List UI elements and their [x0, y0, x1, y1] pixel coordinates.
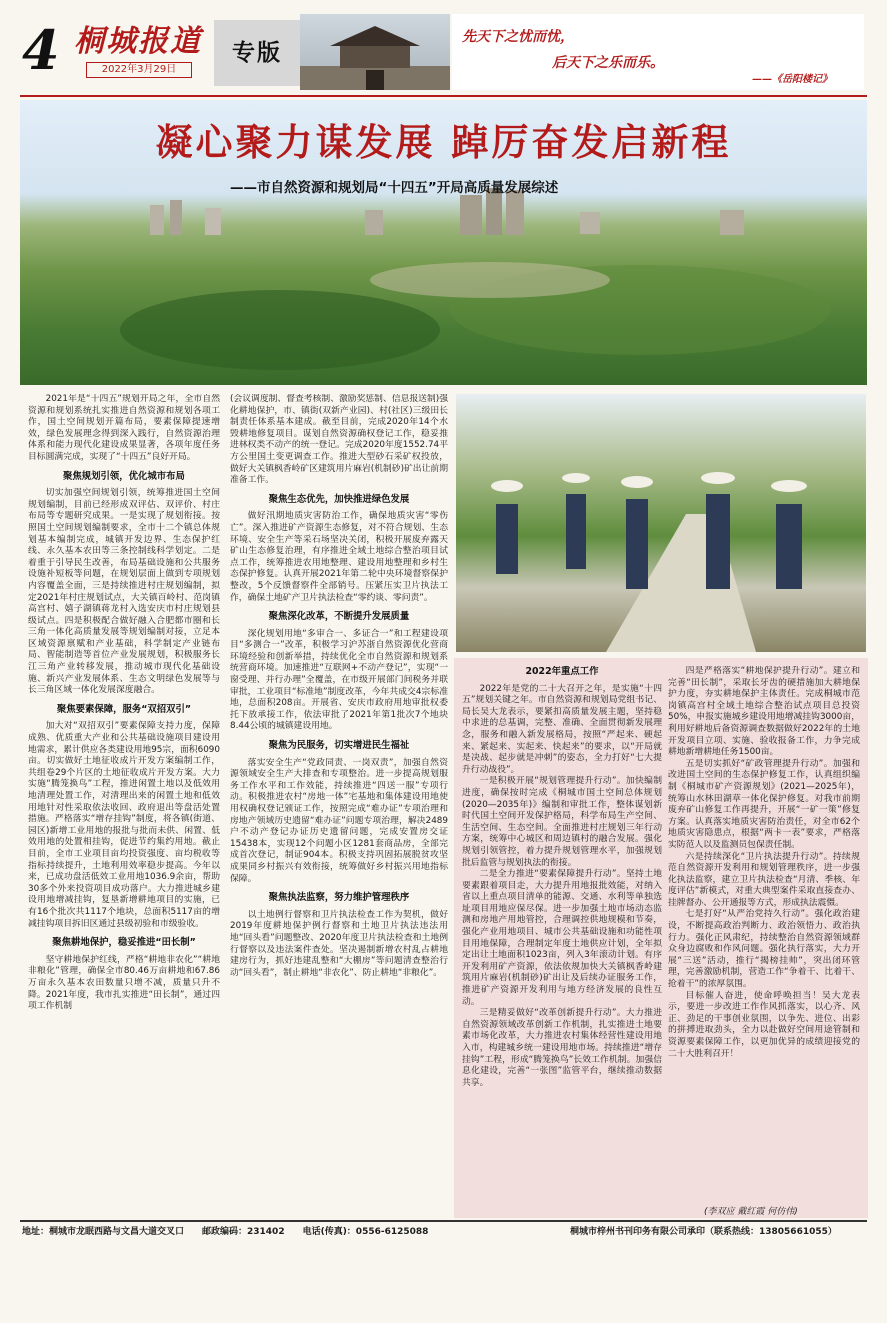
article-paragraph: 深化规划用地“多审合一、多证合一”和工程建设项目“多测合一”改革，积极学习沪苏浙自然资源优化营商环境经验和创新举措，持续优化全市自然资源和规划系统营商环境。加速推进“互联网+不动产登记”，实现“一窗受理、并行办理”全覆盖，在市级开展部门间税务并联审批，工业项目“标准地”制度改革，今年共成交4宗标准地，总面积208亩。开展省、安庆市政府用地审批权委托下放承接工作，依法审批了2021年第1批次7个地块8.44公顷的城镇建设用地。 [230, 628, 448, 732]
section-heading: 聚焦耕地保护，稳妥推进“田长制” [52, 937, 196, 949]
section-heading: 聚焦深化改革，不断提升发展质量 [268, 611, 410, 623]
article-paragraph: 七是打好“从严治党持久行动”。强化政治建设，不断提高政治判断力、政治领悟力、政治执行力。强化正风肃纪，持续整治自然资源领域群众身边腐败和作风问题。强化执行落实，大力开展“三送”活动，推行“揭榜挂帅”，突出闭环管理，完善激励机制，营造工作“争着干、比着干、抢着干”的浓厚氛围。 [668, 909, 860, 990]
key-work-column-2 [668, 666, 860, 1216]
article-paragraph: 坚守耕地保护红线，严格“耕地非农化”“耕地非粮化”管理，确保全市80.46万亩耕地和67.86万亩永久基本农田数量只增不减，质量只升不降。2021年度，我市扎实推进“田长制”，通过四项工作机制 [28, 954, 220, 1012]
article-paragraph: (会议调度制、督查考核制、激励奖惩制、信息报送制)强化耕地保护，市、镇街(双新产业园)、村(社区)三级田长制责任体系基本建成。截至目前，完成2020年14个水毁耕地修复项目。谋划自然资源确权登记工作，稳妥推进林权类不动产的统一登记。完成2020年度1552.74平方公里国土变更调查工作。推进大型砂石采矿权投放，做好大关镇枫香岭矿区建筑用片麻岩(机制砂)矿出让前期准备工作。 [230, 394, 448, 486]
key-work-column-1 [462, 666, 662, 1211]
city-gate-image [300, 14, 450, 90]
article-paragraph: 六是持续深化“卫片执法提升行动”。持续规范自然资源开发利用和规划管理秩序，进一步强化执法监察，建立卫片执法检查“月清、季核、年度评估”新模式，对重大典型案件采取直接查办、挂牌督办、公开通报等方式，形成执法震慑。 [668, 851, 860, 908]
inspection-photo [456, 394, 866, 652]
article-paragraph: 四是严格落实“耕地保护提升行动”。建立和完善“田长制”，采取长牙齿的硬措施加大耕地保护力度，夯实耕地保护主体责任。完成桐城市范岗镇高宫村全域土地综合整治试点项目总投资50%，申报实施城乡建设用地增减挂钩3000亩，利用好耕地后备资源调查数据做好2022年的土地开发项目立项、实施、验收报备工作，力争完成耕地新增耕地任务1500亩。 [668, 666, 860, 758]
article-paragraph: 落实安全生产“党政同责、一岗双责”，加强自然资源领域安全生产大排查和专项整治。进一步提高规划服务工作水平和工作效能，持续推进“四送一服”专项行动。积极推进农村“房地一体”宅基地和集体建设用地使用权确权登记颁证工作，按照完成“难办证”专项治理和房地产领域历史遗留“难办证”问题专项治理，解决2489户不动产登记办证历史遗留问题，完成安置房交证15438本，实现12个问题小区1281套商品房，全部完成首次登记，制证904本。积极支持巩固拓展脱贫攻坚成果同乡村振兴有效衔接，统筹做好乡村振兴用地指标保障。 [230, 757, 448, 884]
slogan-banner [452, 14, 864, 90]
footer-divider [20, 1220, 867, 1222]
newspaper-name: 桐城报道 [74, 24, 202, 59]
article-paragraph: 加大对“双招双引”要素保障支持力度，保障成熟、优质重大产业和公共基础设施项目建设用地需求，累计供应各类建设用地95宗，面积6090亩。切实做好土地征收成片开发方案编制工作，共组卷29个片区的土地征收成片开发方案。大力实施“腾笼换鸟”工程，推进闲置土地以及低效用地清理处置工作，对清理出来的闲置土地和低效用地针对性采取依法收回、政府退出等盘活处置措施。严格落实“增存挂钩”制度，将各镇(街道、园区)新增工业用地的报批与批而未供、闲置、低效用地的处置相挂钩，促进节约集约用地。截止目前，全市工业项目亩均投资强度、亩均税收等指标持续提升，土地利用效率稳步提高。今年以来，已成功盘活低效工业用地1036.9余亩，帮助30多个外来投资项目成功落户。大力推进城乡建设用地增减挂钩，复垦新增耕地项目的实施，已有16个批次共1117个地块，总面积5117亩的增减挂钩项目拆旧区通过县级初验和市级验收。 [28, 721, 220, 929]
section-heading: 聚焦规划引领，优化城市布局 [63, 470, 185, 482]
article-column-1 [28, 394, 220, 1204]
footer-printer: 桐城市梓州书刊印务有限公司承印（联系热线：13805661055） [570, 1227, 837, 1237]
section-heading: 聚焦为民服务，切实增进民生福祉 [268, 740, 410, 752]
article-paragraph: 做好汛期地质灾害防治工作，确保地质灾害“零伤亡”。深入推进矿产资源生态修复，对不符合规划、生态环境、安全生产等采石场坚决关闭，积极开展废弃露天矿山生态修复治理，有序推进全域土地综合整治项目试点工作，统筹推进农用地整理、建设用地整理和乡村生态保护修复。认真开展2021年第二轮中央环境督察保护整改，5个反馈督察件全部销号。压紧压实卫片执法工作，确保土地矿产卫片执法检查“零约谈、零问责”。 [230, 511, 448, 603]
article-paragraph: 目标催人奋进，使命呼唤担当！吴大龙表示，要进一步改进工作作风抓落实，以心齐、风正、劲足的干事创业氛围，以争先、进位、出彩的拼搏进取劲头，全力以赴做好空间用途管制和资源要素保障工作，以更加优异的成绩迎接党的二十大胜利召开！ [668, 990, 860, 1059]
article-paragraph: 二是全力推进“要素保障提升行动”。坚持土地要素跟着项目走，大力提升用地报批效能，对纳入省以上重点项目清单的能源、交通、水利等单独选址项目用地应保尽保。进一步加强土地市场动态监测和房地产用地管控，合理调控供地规模和节奏，强化产业用地项目、城市公共基础设施和功能性项目用地保障，合理制定年度土地供应计划，全年拟定出让土地面积1023亩，列入3年滚动计划。有序开发利用矿产资源，依法依规加快大关镇枫香岭建筑用片麻岩(机制砂)矿出让及后续办证服务工作，推进矿产资源开发利用与地方经济发展的良性互动。 [462, 869, 662, 1007]
article-paragraph: 一是积极开展“规划管理提升行动”。加快编制进度，确保按时完成《桐城市国土空间总体规划(2020—2035年)》编制和审批工作，整体谋划新时代国土空间开发保护格局，科学布局生产空间、生活空间、生态空间。全面推进村庄规划三年行动方案，统筹中心城区和周边镇村的融合发展。强化规划引领管控，着力提升规划管理水平，加强规划批后监管与规划执法的衔接。 [462, 776, 662, 868]
section-heading: 聚焦要素保障，服务“双招双引” [56, 703, 192, 715]
section-heading: 聚焦执法监察，努力维护管理秩序 [268, 892, 410, 904]
masthead-divider [20, 95, 867, 97]
section-heading: 聚焦生态优先，加快推进绿色发展 [268, 493, 410, 505]
slogan-line-2: 后天下之乐而乐。 [552, 55, 664, 71]
article-paragraph: 三是精妥做好“改革创新提升行动”。大力推进自然资源领域改革创新工作机制，扎实推进土地要素市场化改革，大力推进农村集体经营性建设用地入市，构建城乡统一建设用地市场。持续推进“增存挂钩”工程，形成“腾笼换鸟”长效工作机制。加强信息化建设，完善“一张图”监管平台，继续推动数据共享。 [462, 1008, 662, 1088]
article-paragraph: 以土地例行督察和卫片执法检查工作为契机，做好2019年度耕地保护例行督察和土地卫片执法违法用地“回头看”问题整改、2020年度卫片执法检查和土地例行督察以及违法案件查处。坚决遏制新增农村乱占耕地建房行为，抓好违建乱整和“大棚房”等问题清查整治行动“回头看”，制止耕地“非农化”、防止耕地“非粮化”。 [230, 909, 448, 978]
headline-subtitle: ——市自然资源和规划局“十四五”开局高质量发展综述 [230, 180, 559, 196]
article-paragraph: 2021年是“十四五”规划开局之年，全市自然资源和规划系统扎实推进自然资源和规划各项工作，国土空间规划开篇布局，要素保障提速增效，绿色发展理念得到深入践行，自然资源治理体系和能力现代化建设成果显著，各项年度任务目标圆满完成，实现了“十四五”良好开局。 [28, 394, 220, 462]
byline: (李双应 戴红霞 何仿伟) [704, 1207, 798, 1217]
box-title: 2022年重点工作 [525, 666, 599, 677]
city-gate-icon [300, 14, 450, 90]
headline-title: 凝心聚力谋发展 踔厉奋发启新程 [155, 120, 732, 164]
footer-address: 地址：桐城市龙眠西路与文昌大道交叉口 邮政编码：231402 电话(传真)：0556-6125088 [22, 1227, 429, 1237]
article-column-2 [230, 394, 448, 1204]
article-paragraph: 2022年是党的二十大召开之年，是实施“十四五”规划关键之年。市自然资源和规划局党组书记、局长吴大龙表示，要紧扣高质量发展主题，坚持稳中求进的总基调，完整、准确、全面贯彻新发展理念，服务和融入新发展格局，按照“严起来、硬起来、紧起来、实起来、快起来”的要求，以“开局就是决战、起步就是冲刺”的姿态，全力打好“七大提升行动战役”。 [462, 683, 662, 775]
page-number: 4 [22, 18, 60, 82]
article-paragraph: 五是切实抓好“矿政管理提升行动”。加强和改进国土空间的生态保护修复工作，认真组织编制《桐城市矿产资源规划》(2021—2025年)，统筹山水林田湖草一体化保护修复。对我市前期废弃矿山修复工作再提升，开展“一矿一策”修复方案。认真落实地质灾害防治责任，对全市62个地质灾害隐患点，根据“两卡一表”要求，严格落实防范人以及监测员包保责任制。 [668, 758, 860, 850]
section-label: 专版 [214, 20, 300, 86]
article-paragraph: 切实加强空间规划引领，统筹推进国土空间规划编制，目前已经形成双评估、双评价、村庄布局等专题研究成果。一是实现了规划衔接。按照国土空间规划编制要求，全市十二个镇总体规划基本编制完成，城镇开发边界、生态保护红线、永久基本农田等三条控制线科学划定。二是着重于引导民生改善，布局基础设施和公共服务设施补短板等问题，在规划层面上做到专项规划内容覆盖全面，三是持续推进村庄规划编制，拟定2021年村庄规划试点，大关镇百岭村、范岗镇高宫村、嬉子湖镇蒋龙村入选安庆市村庄规划县级试点。四是积极配合做好融入合肥都市圈和长三角一体化高质量发展等规划编制对接，立足本区域资源禀赋和产业基础，科学制定产业链布局、智能制造等首位产业发展规划，积极服务长江三角产业转移发展，推动城市现代化基础设施、新兴产业发展体系、生态文明绿色发展等与长三角区域一体化发展深度融合。 [28, 488, 220, 696]
photo-icon [456, 394, 866, 652]
slogan-source: ——《岳阳楼记》 [752, 74, 832, 85]
slogan-line-1: 先天下之忧而忧， [462, 29, 574, 45]
issue-date: 2022年3月29日 [86, 62, 192, 78]
